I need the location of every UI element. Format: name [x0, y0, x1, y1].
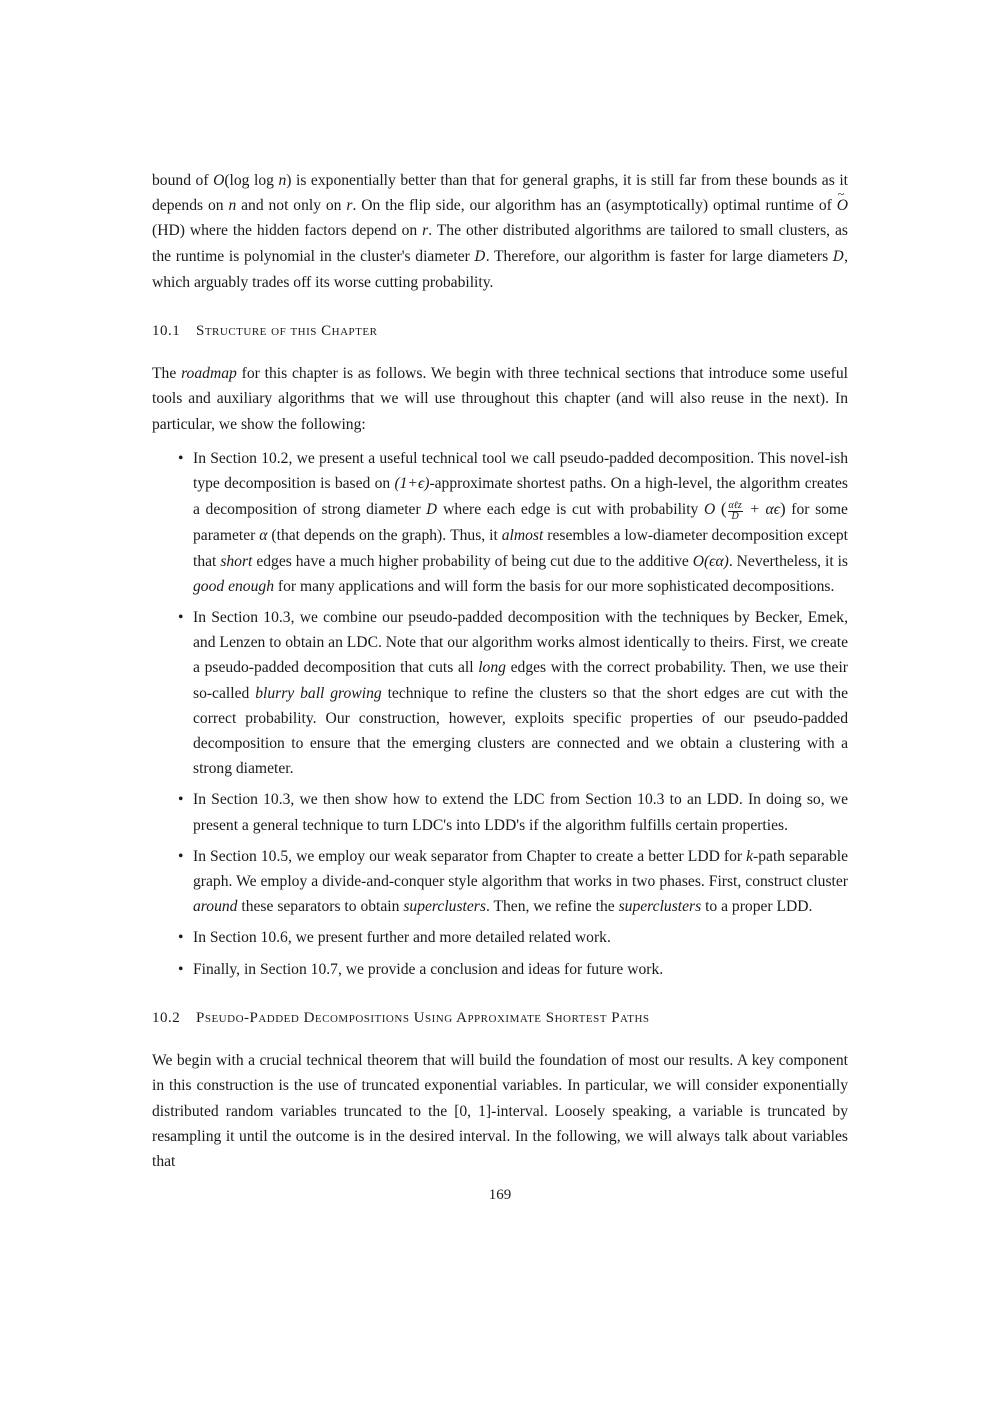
- theorem-intro-paragraph: [152, 1048, 848, 1174]
- roadmap-paragraph: [152, 361, 848, 437]
- section-title: Structure of this Chapter: [196, 323, 378, 340]
- list-item: [152, 844, 848, 920]
- text: , which arguably trades off its worse cutting probability.: [152, 247, 848, 291]
- math-o-tilde: ~ O: [837, 193, 848, 218]
- math: D: [832, 248, 845, 265]
- emphasis: superclusters: [618, 898, 702, 916]
- page-body: [152, 168, 848, 1174]
- text: for some parameter: [193, 501, 848, 545]
- math: k: [746, 847, 754, 865]
- roadmap-list: [152, 446, 848, 982]
- math: [0, 1]: [454, 1102, 492, 1120]
- section-number: 10.2: [152, 1009, 181, 1026]
- text: In Section 10.5, we employ our weak separator from Chapter to create a better LDD for: [193, 847, 747, 865]
- list-item: [152, 605, 848, 781]
- math: + αϵ: [743, 501, 781, 519]
- intro-paragraph: [152, 168, 848, 295]
- emphasis: blurry ball growing: [255, 684, 382, 702]
- list-item: • In Section 10.2, we present a useful technical tool we call pseudo-padded decomposition. This novel-ish type decomposition is based on (1+ϵ)-approximate shortest paths. On a high-level, the algorithm creates a decomposition of strong diameter D where each edge is cut with probability O ( $\frac{\text{αℓz}}{D}$ + αϵ) for some parameter α (that depends on the graph). Thus, it almost resembles a low-diameter decomposition except that short edges have a much higher probability of being cut due to the additive O(ϵα). Nevertheless, it is good enough for many applications and will form the basis for our more sophisticated decompositions.: [152, 446, 848, 599]
- page-number: 169: [488, 1187, 512, 1203]
- math: r: [422, 222, 429, 240]
- section-heading-10-2: [152, 1006, 848, 1031]
- text: We begin with a crucial technical theorem that will build the foundation of most our results. A key component in this construction is the use of truncated exponential variables. In particular, we will consider exponentially distributed random variables truncated to the: [152, 1052, 848, 1120]
- list-item: [152, 925, 848, 950]
- math: O: [213, 172, 225, 189]
- fraction: [728, 501, 743, 522]
- text: for this chapter is as follows. We begin with three technical sections that introduce some useful tools and auxiliary algorithms that we will use throughout this chapter (and will also reuse in the next). In particular, we show the following:: [152, 365, 848, 433]
- numerator: αℓz: [728, 500, 742, 512]
- text: and not only on: [236, 197, 347, 215]
- emphasis: around: [193, 898, 238, 916]
- text: ) is exponentially better than that for general graphs, it is still far from these bounds as it depends on: [152, 172, 848, 215]
- emphasis: roadmap: [181, 365, 237, 383]
- math: D: [426, 502, 438, 519]
- text: In Section 10.3, we then show how to extend the LDC from Section 10.3 to an LDD. In doing so, we present a general technique to turn LDC's into LDD's if the algorithm fulfills certain properties.: [193, 791, 848, 834]
- section-title: Pseudo-Padded Decompositions Using Approximate Shortest Paths: [196, 1009, 650, 1026]
- section-number: 10.1: [152, 323, 181, 340]
- text: to a proper LDD.: [701, 898, 813, 916]
- emphasis: almost: [501, 527, 544, 545]
- emphasis: superclusters: [403, 898, 486, 916]
- text: -approximate shortest paths. On a high-level, the algorithm creates a decomposition of strong diameter: [193, 475, 848, 519]
- math: α: [259, 527, 268, 545]
- text: for many applications and will form the basis for our more sophisticated decompositions.: [274, 577, 835, 595]
- text: In Section 10.6, we present further and more detailed related work.: [193, 929, 611, 947]
- text: edges with the correct probability. Then, we use their so-called: [193, 659, 848, 702]
- denominator: D: [731, 511, 739, 523]
- section-heading-10-1: [152, 319, 848, 344]
- text: In Section 10.3, we combine our pseudo-padded decomposition with the techniques by Becker, Emek, and Lenzen to obtain an LDC. Note that our algorithm works almost identically to theirs. First, we create a pseudo-padded decomposition that cuts all: [193, 609, 848, 677]
- text: -interval. Loosely speaking, a variable is truncated by resampling it until the outcome is in the desired interval. In the following, we will always talk about variables that: [152, 1102, 849, 1170]
- math: D: [474, 248, 486, 265]
- text: (that depends on the graph). Thus, it: [267, 527, 502, 545]
- emphasis: short: [220, 552, 253, 570]
- math: (log log: [224, 172, 279, 189]
- text: . Then, we refine the: [485, 898, 619, 916]
- text: edges have a much higher probability of being cut due to the additive: [252, 552, 693, 570]
- text: In Section 10.2, we present a useful technical tool we call pseudo-padded decomposition. This novel-ish type decomposition is based on: [193, 449, 848, 493]
- math: O: [703, 501, 716, 519]
- emphasis: good enough: [193, 577, 274, 595]
- text: . On the flip side, our algorithm has an (asymptotically) optimal runtime of: [352, 197, 837, 215]
- math: n: [228, 197, 237, 215]
- text: these separators to obtain: [237, 898, 404, 916]
- math: r: [346, 197, 353, 215]
- math: n: [278, 172, 287, 189]
- text: resembles a low-diameter decomposition except that: [193, 527, 848, 570]
- text: -path separable graph. We employ a divide-and-conquer style algorithm that works in two phases. First, construct cluster: [193, 847, 849, 891]
- text: Finally, in Section 10.7, we provide a conclusion and ideas for future work.: [193, 960, 664, 978]
- emphasis: long: [478, 659, 506, 677]
- text: technique to refine the clusters so that the short edges are cut with the correct probability. Our construction, however, exploits specific properties of our pseudo-padded decomposition to ensure that the emerging clusters are connected and we obtain a clustering with a strong diameter.: [193, 684, 849, 778]
- math: O(ϵα): [692, 552, 729, 570]
- text: . Therefore, our algorithm is faster for large diameters: [485, 247, 833, 265]
- text: The: [152, 365, 182, 383]
- list-item: [152, 957, 848, 982]
- text: . The other distributed algorithms are tailored to small clusters, as the runtime is polynomial in the cluster's diameter: [152, 222, 848, 265]
- text: bound of: [152, 172, 214, 189]
- text: . Nevertheless, it is: [728, 552, 848, 570]
- math: (1+ϵ): [394, 475, 430, 493]
- text: where each edge is cut with probability: [437, 501, 704, 519]
- text: (HD) where the hidden factors depend on: [152, 222, 423, 240]
- list-item: [152, 787, 848, 837]
